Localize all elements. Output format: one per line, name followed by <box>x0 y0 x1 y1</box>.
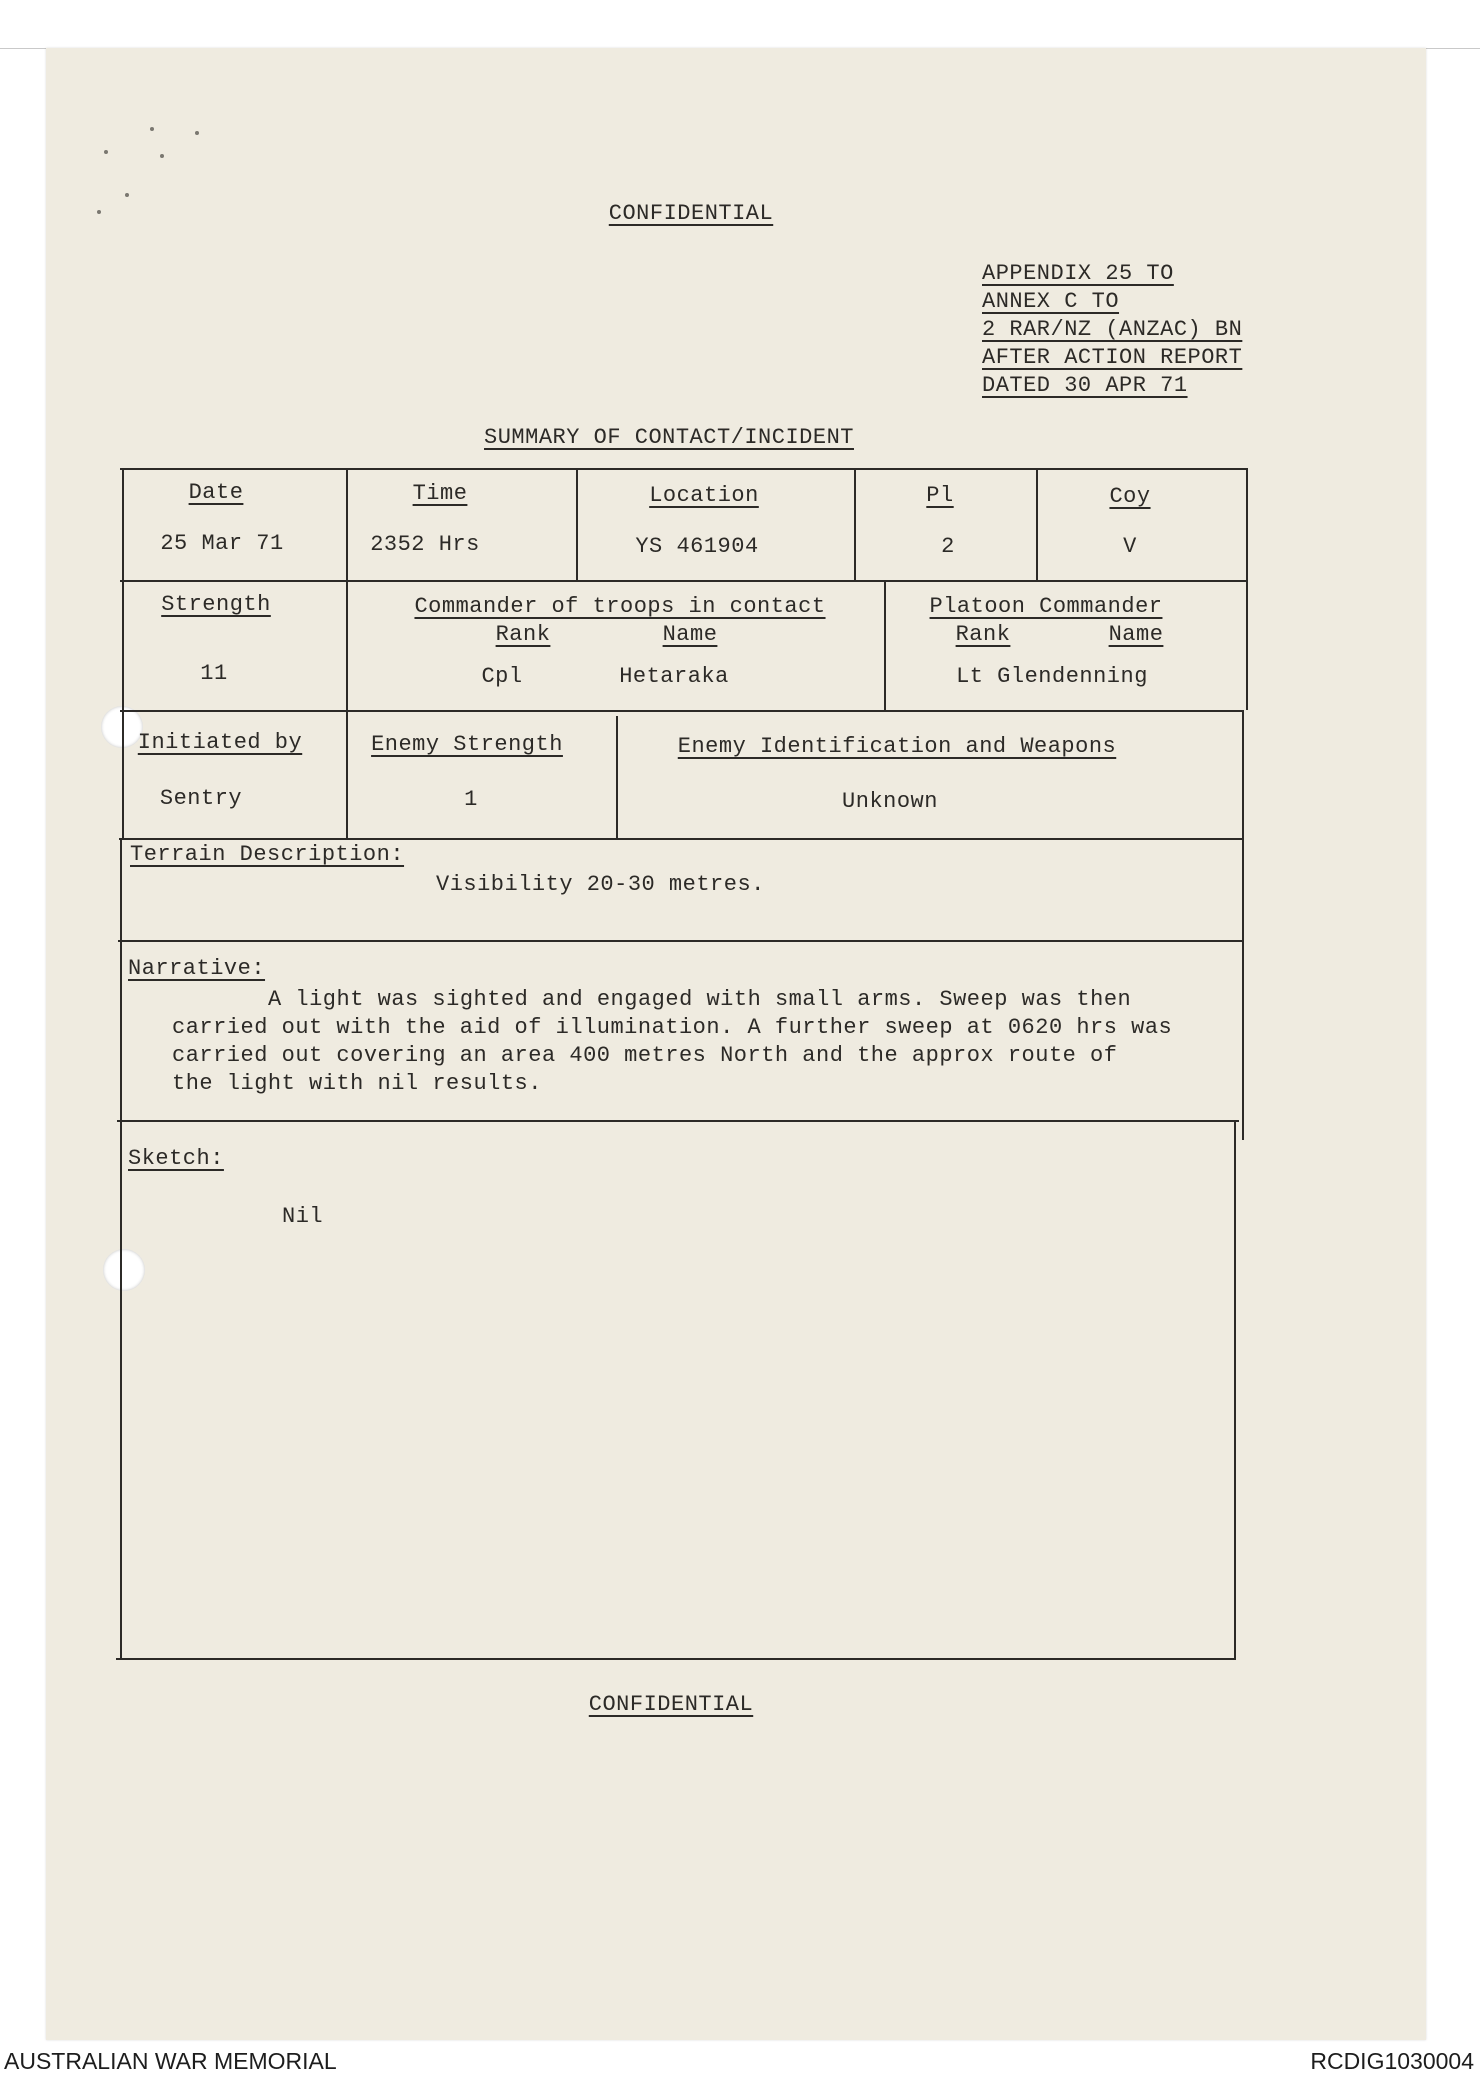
sketch-label: Sketch: <box>128 1146 224 1171</box>
classification-bottom: CONFIDENTIAL <box>588 1692 754 1717</box>
commander-name-label: Name <box>662 622 718 647</box>
table-border-right <box>1234 1120 1236 1660</box>
coy-label: Coy <box>1109 484 1151 509</box>
row-divider <box>117 1120 1239 1122</box>
initiated-label: Initiated by <box>137 730 303 755</box>
appendix-line: 2 RAR/NZ (ANZAC) BN <box>982 317 1243 342</box>
commander-name: Hetaraka <box>619 664 729 689</box>
row-divider <box>119 838 1243 840</box>
report-title: SUMMARY OF CONTACT/INCIDENT <box>484 425 854 450</box>
row-divider <box>120 710 1244 712</box>
narrative-line: carried out with the aid of illumination. A further sweep at 0620 hrs was <box>172 1015 1173 1040</box>
row-divider <box>118 940 1242 942</box>
date-label: Date <box>188 480 244 505</box>
time-value: 2352 Hrs <box>370 532 480 557</box>
binder-hole <box>103 1249 145 1291</box>
narrative-line: A light was sighted and engaged with small arms. Sweep was then <box>268 987 1132 1012</box>
row-divider <box>120 580 1246 582</box>
strength-label: Strength <box>161 592 271 617</box>
location-value: YS 461904 <box>635 534 759 559</box>
column-divider <box>576 468 578 580</box>
commander-label: Commander of troops in contact <box>414 594 826 619</box>
coy-value: V <box>1123 534 1137 559</box>
enemy-id-value: Unknown <box>842 789 938 814</box>
enemy-strength-label: Enemy Strength <box>371 732 563 757</box>
pc-name-label: Name <box>1108 622 1164 647</box>
appendix-line: ANNEX C TO <box>982 289 1120 314</box>
strength-value: 11 <box>200 661 228 686</box>
column-divider <box>346 468 348 838</box>
column-divider <box>854 468 856 580</box>
footer-image-id: RCDIG1030004 <box>1310 2048 1474 2074</box>
footer-institution: AUSTRALIAN WAR MEMORIAL <box>4 2048 337 2074</box>
commander-rank: Cpl <box>481 664 523 689</box>
commander-rank-label: Rank <box>495 622 551 647</box>
table-border-bottom <box>116 1658 1234 1660</box>
narrative-line: carried out covering an area 400 metres North and the approx route of <box>172 1043 1118 1068</box>
speck <box>195 131 199 135</box>
pl-value: 2 <box>941 534 955 559</box>
speck <box>150 127 154 131</box>
terrain-label: Terrain Description: <box>130 842 405 867</box>
location-label: Location <box>649 483 759 508</box>
speck <box>160 154 164 158</box>
pl-label: Pl <box>926 483 954 508</box>
column-divider <box>1036 468 1038 580</box>
platoon-commander-label: Platoon Commander <box>929 594 1163 619</box>
speck <box>104 150 108 154</box>
column-divider <box>884 580 886 710</box>
table-border-top <box>120 468 1248 470</box>
appendix-line: DATED 30 APR 71 <box>982 373 1188 398</box>
table-border-right <box>1242 710 1244 1140</box>
pc-value: Lt Glendenning <box>956 664 1148 689</box>
column-divider <box>616 716 618 838</box>
appendix-line: APPENDIX 25 TO <box>982 261 1174 286</box>
time-label: Time <box>412 481 468 506</box>
speck <box>97 210 101 214</box>
pc-rank-label: Rank <box>955 622 1011 647</box>
table-border-right <box>1246 468 1248 710</box>
narrative-label: Narrative: <box>128 956 266 981</box>
enemy-id-label: Enemy Identification and Weapons <box>677 734 1117 759</box>
classification-top: CONFIDENTIAL <box>608 201 774 226</box>
appendix-line: AFTER ACTION REPORT <box>982 345 1243 370</box>
initiated-value: Sentry <box>159 786 243 811</box>
terrain-value: Visibility 20-30 metres. <box>436 872 765 897</box>
table-border-left <box>120 838 122 1660</box>
table-border-left <box>122 468 124 838</box>
enemy-strength-value: 1 <box>464 787 478 812</box>
narrative-line: the light with nil results. <box>172 1071 542 1096</box>
speck <box>125 193 129 197</box>
date-value: 25 Mar 71 <box>160 531 284 556</box>
sketch-value: Nil <box>282 1204 324 1229</box>
